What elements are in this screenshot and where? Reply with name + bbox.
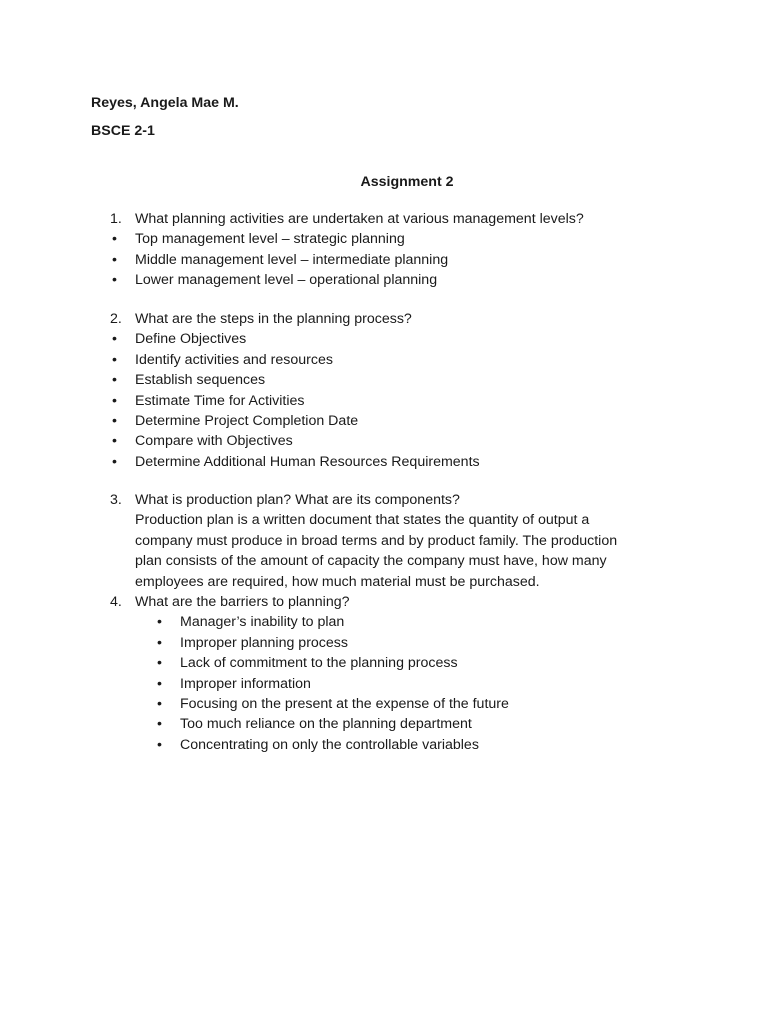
list-item: • Improper planning process [155,633,670,653]
bullet-icon: • [157,696,162,713]
question-number: 2. [110,311,122,327]
list-item: • Focusing on the present at the expense of the future [155,694,670,714]
assignment-title: Assignment 2 [360,174,454,190]
question-text: What are the barriers to planning? [135,594,350,611]
list-item: • Define Objectives [110,329,670,349]
question-4 [110,592,670,612]
answer-line: company must produce in broad terms and by product family. The production [135,532,618,549]
bullet-icon: • [112,251,117,268]
question-number: 3. [110,492,122,508]
answer-line: plan consists of the amount of capacity the company must have, how many [135,553,607,570]
bullet-icon: • [157,736,162,753]
list-item: • Lower management level – operational planning [110,270,670,290]
bullet-icon: • [112,433,117,450]
answer-line: employees are required, how much material must be purchased. [135,573,540,590]
bullet-icon: • [157,675,162,692]
list-item: • Estimate Time for Activities [110,391,670,411]
question-number: 1. [110,211,122,227]
list-item: • Middle management level – intermediate planning [110,250,670,270]
bullet-icon: • [157,655,162,672]
bullet-icon: • [112,331,117,348]
list-item: • Concentrating on only the controllable variables [155,735,670,755]
question-3 [110,490,670,510]
list-item: • Improper information [155,674,670,694]
bullet-icon: • [112,413,117,430]
bullet-icon: • [157,716,162,733]
list-item: • Manager’s inability to plan [155,612,670,632]
list-item: • Too much reliance on the planning department [155,714,670,734]
question-number: 4. [110,594,122,611]
question-2 [110,309,670,329]
answer-paragraph [110,510,670,592]
question-3-4-block [110,490,670,755]
bullet-icon: • [112,453,117,470]
question-text: What is production plan? What are its components? [135,492,460,508]
question-text: What are the steps in the planning process? [135,311,412,327]
list-item: • Compare with Objectives [110,431,670,451]
bullet-icon: • [112,351,117,368]
bullet-icon: • [112,272,117,289]
student-section: BSCE 2-1 [91,123,155,139]
bullet-icon: • [157,614,162,631]
answer-line: Production plan is a written document that states the quantity of output a [135,512,590,529]
list-item: • Identify activities and resources [110,350,670,370]
bullet-icon: • [112,231,117,248]
bullet-icon: • [112,392,117,409]
bullet-icon: • [157,634,162,651]
question-2-block [110,309,670,472]
student-name: Reyes, Angela Mae M. [91,95,239,111]
barriers-list [110,612,670,755]
list-item: • Determine Project Completion Date [110,411,670,431]
bullet-icon: • [112,372,117,389]
question-1-block [110,209,670,291]
list-item: • Determine Additional Human Resources Requirements [110,452,670,472]
question-1 [110,209,670,229]
question-text: What planning activities are undertaken at various management levels? [135,211,584,227]
list-item: • Top management level – strategic planning [110,229,670,249]
list-item: • Lack of commitment to the planning process [155,653,670,673]
list-item: • Establish sequences [110,370,670,390]
